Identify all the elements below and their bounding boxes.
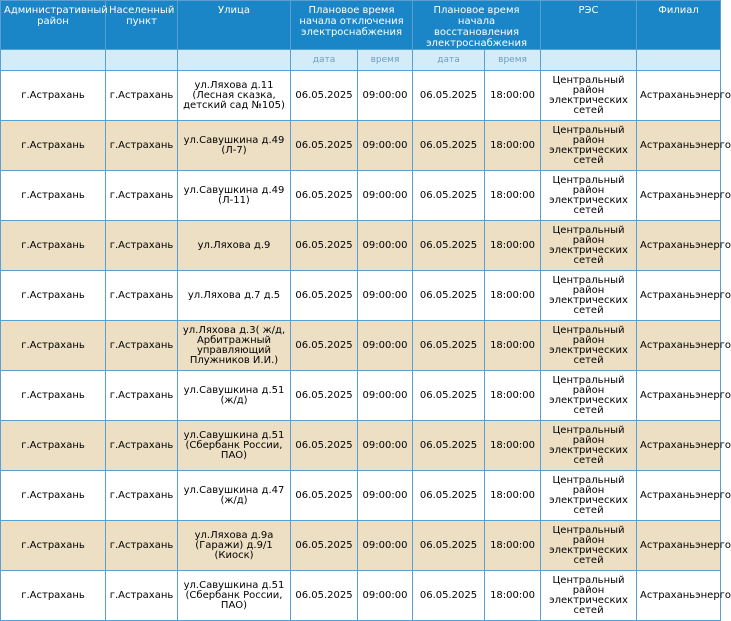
cell-branch: Астраханьэнерго — [637, 321, 721, 371]
header-res: РЭС — [541, 1, 637, 50]
cell-on-time: 18:00:00 — [485, 421, 541, 471]
cell-district: г.Астрахань — [1, 71, 106, 121]
cell-off-time: 09:00:00 — [358, 171, 413, 221]
cell-off-date: 06.05.2025 — [291, 171, 358, 221]
cell-district: г.Астрахань — [1, 371, 106, 421]
cell-settlement: г.Астрахань — [106, 371, 178, 421]
cell-on-date: 06.05.2025 — [413, 421, 485, 471]
cell-off-time: 09:00:00 — [358, 371, 413, 421]
cell-res: Центральный район электрических сетей — [541, 471, 637, 521]
table-row — [1, 471, 721, 521]
header-planned-off: Плановое время начала отключения электроснабжения — [291, 1, 413, 50]
cell-branch: Астраханьэнерго — [637, 71, 721, 121]
cell-res: Центральный район электрических сетей — [541, 321, 637, 371]
cell-on-date: 06.05.2025 — [413, 221, 485, 271]
cell-street: ул.Ляхова д.11 (Лесная сказка, детский сад №105) — [178, 71, 291, 121]
cell-street: ул.Савушкина д.51 (Сбербанк России, ПАО) — [178, 571, 291, 621]
table-row — [1, 221, 721, 271]
cell-on-date: 06.05.2025 — [413, 271, 485, 321]
cell-off-time: 09:00:00 — [358, 121, 413, 171]
cell-on-date: 06.05.2025 — [413, 521, 485, 571]
cell-branch: Астраханьэнерго — [637, 571, 721, 621]
cell-on-time: 18:00:00 — [485, 71, 541, 121]
cell-street: ул.Савушкина д.51 (Сбербанк России, ПАО) — [178, 421, 291, 471]
header-district: Административный район — [1, 1, 106, 50]
cell-off-date: 06.05.2025 — [291, 271, 358, 321]
cell-on-time: 18:00:00 — [485, 521, 541, 571]
cell-off-time: 09:00:00 — [358, 221, 413, 271]
cell-on-date: 06.05.2025 — [413, 471, 485, 521]
cell-on-date: 06.05.2025 — [413, 321, 485, 371]
cell-settlement: г.Астрахань — [106, 471, 178, 521]
cell-street: ул.Савушкина д.47 (ж/д) — [178, 471, 291, 521]
cell-res: Центральный район электрических сетей — [541, 421, 637, 471]
cell-on-time: 18:00:00 — [485, 571, 541, 621]
subheader-on-date: дата — [413, 50, 485, 71]
cell-res: Центральный район электрических сетей — [541, 371, 637, 421]
cell-branch: Астраханьэнерго — [637, 421, 721, 471]
cell-on-date: 06.05.2025 — [413, 171, 485, 221]
cell-off-date: 06.05.2025 — [291, 221, 358, 271]
cell-settlement: г.Астрахань — [106, 221, 178, 271]
cell-branch: Астраханьэнерго — [637, 521, 721, 571]
cell-on-date: 06.05.2025 — [413, 571, 485, 621]
cell-district: г.Астрахань — [1, 171, 106, 221]
table-row — [1, 271, 721, 321]
cell-branch: Астраханьэнерго — [637, 221, 721, 271]
cell-street: ул.Ляхова д.7 д.5 — [178, 271, 291, 321]
cell-branch: Астраханьэнерго — [637, 171, 721, 221]
cell-off-time: 09:00:00 — [358, 421, 413, 471]
cell-off-date: 06.05.2025 — [291, 321, 358, 371]
cell-off-date: 06.05.2025 — [291, 521, 358, 571]
cell-district: г.Астрахань — [1, 571, 106, 621]
header-branch: Филиал — [637, 1, 721, 50]
table-row — [1, 521, 721, 571]
cell-on-time: 18:00:00 — [485, 371, 541, 421]
cell-off-time: 09:00:00 — [358, 71, 413, 121]
subheader-row — [1, 50, 721, 71]
cell-street: ул.Савушкина д.49 (Л-11) — [178, 171, 291, 221]
subheader-empty — [1, 50, 106, 71]
cell-district: г.Астрахань — [1, 271, 106, 321]
cell-on-time: 18:00:00 — [485, 321, 541, 371]
table-row — [1, 371, 721, 421]
header-planned-on: Плановое время начала восстановления электроснабжения — [413, 1, 541, 50]
subheader-off-date: дата — [291, 50, 358, 71]
cell-on-time: 18:00:00 — [485, 471, 541, 521]
cell-on-date: 06.05.2025 — [413, 121, 485, 171]
cell-off-date: 06.05.2025 — [291, 71, 358, 121]
table-row — [1, 171, 721, 221]
cell-street: ул.Савушкина д.49 (Л-7) — [178, 121, 291, 171]
cell-on-time: 18:00:00 — [485, 171, 541, 221]
cell-street: ул.Ляхова д.9 — [178, 221, 291, 271]
subheader-empty — [106, 50, 178, 71]
cell-off-time: 09:00:00 — [358, 271, 413, 321]
table-row — [1, 421, 721, 471]
subheader-empty — [541, 50, 637, 71]
table-row — [1, 571, 721, 621]
cell-off-date: 06.05.2025 — [291, 571, 358, 621]
cell-on-date: 06.05.2025 — [413, 371, 485, 421]
cell-street: ул.Савушкина д.51 (ж/д) — [178, 371, 291, 421]
cell-district: г.Астрахань — [1, 121, 106, 171]
cell-res: Центральный район электрических сетей — [541, 171, 637, 221]
cell-res: Центральный район электрических сетей — [541, 571, 637, 621]
subheader-empty — [178, 50, 291, 71]
table-body — [1, 71, 731, 621]
cell-res: Центральный район электрических сетей — [541, 271, 637, 321]
cell-district: г.Астрахань — [1, 521, 106, 571]
cell-on-time: 18:00:00 — [485, 221, 541, 271]
cell-settlement: г.Астрахань — [106, 121, 178, 171]
cell-res: Центральный район электрических сетей — [541, 221, 637, 271]
cell-district: г.Астрахань — [1, 471, 106, 521]
table-row — [1, 321, 721, 371]
cell-off-time: 09:00:00 — [358, 571, 413, 621]
cell-branch: Астраханьэнерго — [637, 271, 721, 321]
cell-on-time: 18:00:00 — [485, 121, 541, 171]
cell-branch: Астраханьэнерго — [637, 121, 721, 171]
cell-street: ул.Ляхова д.3( ж/д, Арбитражный управляющий Плужников И.И.) — [178, 321, 291, 371]
cell-off-time: 09:00:00 — [358, 521, 413, 571]
table-row — [1, 71, 721, 121]
header-street: Улица — [178, 1, 291, 50]
cell-settlement: г.Астрахань — [106, 321, 178, 371]
header-settlement: Населенный пункт — [106, 1, 178, 50]
cell-street: ул.Ляхова д.9а (Гаражи) д.9/1 (Киоск) — [178, 521, 291, 571]
cell-branch: Астраханьэнерго — [637, 471, 721, 521]
cell-on-date: 06.05.2025 — [413, 71, 485, 121]
cell-settlement: г.Астрахань — [106, 171, 178, 221]
cell-off-date: 06.05.2025 — [291, 421, 358, 471]
cell-off-date: 06.05.2025 — [291, 371, 358, 421]
subheader-empty — [637, 50, 721, 71]
cell-settlement: г.Астрахань — [106, 571, 178, 621]
cell-res: Центральный район электрических сетей — [541, 121, 637, 171]
cell-off-time: 09:00:00 — [358, 471, 413, 521]
cell-off-date: 06.05.2025 — [291, 121, 358, 171]
cell-district: г.Астрахань — [1, 221, 106, 271]
cell-off-time: 09:00:00 — [358, 321, 413, 371]
cell-district: г.Астрахань — [1, 421, 106, 471]
cell-settlement: г.Астрахань — [106, 71, 178, 121]
cell-on-time: 18:00:00 — [485, 271, 541, 321]
cell-branch: Астраханьэнерго — [637, 371, 721, 421]
cell-district: г.Астрахань — [1, 321, 106, 371]
cell-settlement: г.Астрахань — [106, 521, 178, 571]
cell-settlement: г.Астрахань — [106, 271, 178, 321]
cell-res: Центральный район электрических сетей — [541, 521, 637, 571]
cell-res: Центральный район электрических сетей — [541, 71, 637, 121]
cell-settlement: г.Астрахань — [106, 421, 178, 471]
table-row — [1, 121, 721, 171]
subheader-off-time: время — [358, 50, 413, 71]
cell-off-date: 06.05.2025 — [291, 471, 358, 521]
header-row — [1, 1, 721, 50]
subheader-on-time: время — [485, 50, 541, 71]
